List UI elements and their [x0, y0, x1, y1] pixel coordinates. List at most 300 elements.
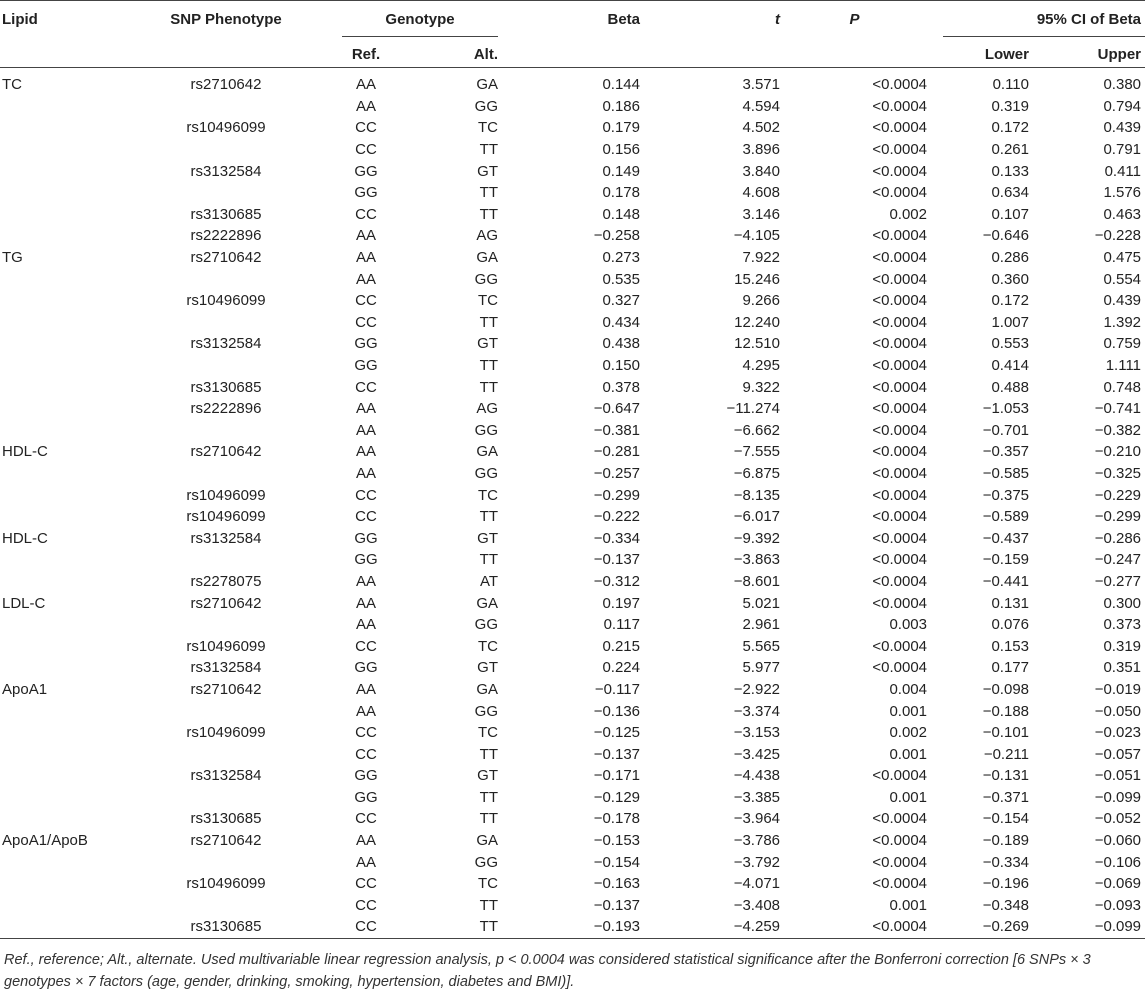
- cell-snp: rs10496099: [186, 292, 266, 310]
- cell-ref: CC: [355, 313, 377, 331]
- cell-ref: AA: [355, 832, 376, 850]
- cell-snp: rs2710642: [190, 832, 262, 850]
- cell-alt: TC: [478, 724, 498, 742]
- cell-ref: CC: [355, 810, 377, 828]
- cell-ref: CC: [355, 724, 377, 742]
- cell-t: 4.594: [742, 97, 780, 115]
- cell-t: −4.259: [640, 916, 780, 938]
- cell-lower: −0.334: [982, 853, 1029, 871]
- cell-lower: 0.172: [991, 292, 1029, 310]
- cell-alt: GG: [474, 616, 498, 634]
- cell-snp: [122, 268, 330, 290]
- cell-lower: −0.375: [982, 486, 1029, 504]
- cell-p: <0.0004: [872, 97, 927, 115]
- cell-t: −8.601: [733, 572, 780, 590]
- cell-alt: GG: [474, 421, 498, 439]
- cell-upper: 0.300: [1103, 594, 1142, 612]
- cell-upper: −0.325: [1094, 464, 1142, 482]
- cell-alt: GG: [474, 853, 498, 871]
- cell-beta: 0.150: [602, 357, 640, 375]
- cell-upper: −0.099: [1031, 916, 1145, 938]
- cell-lower: 0.172: [991, 119, 1029, 137]
- table-row: [0, 527, 1145, 549]
- cell-lipid: [0, 787, 122, 809]
- cell-snp: rs3132584: [190, 335, 262, 353]
- cell-upper: −0.052: [1094, 810, 1142, 828]
- cell-lipid: TG: [2, 249, 23, 267]
- cell-lower: −0.371: [982, 788, 1029, 806]
- cell-beta: 0.186: [602, 97, 640, 115]
- table-row: [0, 312, 1145, 334]
- cell-ref: GG: [354, 335, 378, 353]
- cell-p: <0.0004: [872, 464, 927, 482]
- cell-p: <0.0004: [872, 572, 927, 590]
- table-row: [0, 549, 1145, 571]
- cell-p: <0.0004: [872, 853, 927, 871]
- cell-upper: −0.228: [1094, 227, 1142, 245]
- table-row: [0, 247, 1145, 269]
- cell-ref: GG: [354, 767, 378, 785]
- cell-lower: −0.211: [983, 745, 1029, 763]
- cell-ref: CC: [355, 896, 377, 914]
- cell-lipid: [0, 895, 122, 917]
- cell-snp: rs10496099: [186, 875, 266, 893]
- header-empty-1: [0, 41, 122, 68]
- cell-beta: −0.178: [593, 810, 640, 828]
- cell-upper: −0.286: [1094, 529, 1142, 547]
- cell-upper: −0.741: [1094, 400, 1142, 418]
- cell-upper: 0.748: [1103, 378, 1142, 396]
- cell-alt: GT: [477, 335, 498, 353]
- cell-alt: TT: [479, 357, 498, 375]
- cell-beta: 0.179: [602, 119, 640, 137]
- table-row: [0, 657, 1145, 679]
- cell-t: 5.977: [742, 659, 780, 677]
- cell-t: −4.105: [733, 227, 780, 245]
- cell-lower: 0.360: [991, 270, 1029, 288]
- cell-ref: AA: [355, 227, 376, 245]
- cell-lower: −0.348: [982, 896, 1029, 914]
- cell-alt: TT: [479, 810, 498, 828]
- cell-lower: 1.007: [991, 313, 1029, 331]
- table-row: [0, 506, 1145, 528]
- header-lipid: Lipid: [0, 1, 122, 42]
- cell-p: <0.0004: [872, 357, 927, 375]
- header-snp-phenotype: SNP Phenotype: [122, 1, 330, 42]
- cell-snp: rs3130685: [190, 810, 262, 828]
- cell-p: <0.0004: [780, 916, 929, 938]
- header-empty-5: [780, 41, 929, 68]
- cell-p: <0.0004: [872, 313, 927, 331]
- cell-alt: TT: [479, 378, 498, 396]
- table-row: [0, 873, 1145, 895]
- cell-beta: −0.117: [594, 680, 640, 698]
- cell-beta: −0.137: [593, 896, 640, 914]
- cell-lower: 0.261: [991, 141, 1029, 159]
- cell-t: 2.961: [742, 616, 780, 634]
- table-row: [0, 592, 1145, 614]
- cell-ref: CC: [355, 486, 377, 504]
- cell-lipid: [0, 225, 122, 247]
- cell-lipid: [0, 420, 122, 442]
- cell-lipid: [0, 700, 122, 722]
- cell-beta: −0.129: [593, 788, 640, 806]
- table-row: [0, 722, 1145, 744]
- cell-lower: 0.634: [991, 184, 1029, 202]
- cell-t: −4.438: [733, 767, 780, 785]
- cell-alt: TT: [479, 551, 498, 569]
- cell-p: <0.0004: [872, 249, 927, 267]
- table-row: [0, 916, 1145, 938]
- cell-t: −3.425: [733, 745, 780, 763]
- cell-upper: 0.554: [1103, 270, 1142, 288]
- cell-p: <0.0004: [872, 400, 927, 418]
- cell-alt: GA: [476, 443, 498, 461]
- cell-snp: rs3132584: [190, 659, 262, 677]
- table-row: [0, 182, 1145, 204]
- cell-beta: −0.171: [593, 767, 640, 785]
- cell-t: −3.786: [733, 832, 780, 850]
- table-row: [0, 139, 1145, 161]
- cell-t: −9.392: [733, 529, 780, 547]
- cell-lower: 0.319: [991, 97, 1029, 115]
- cell-t: −6.875: [733, 464, 780, 482]
- cell-lower: 0.286: [991, 249, 1029, 267]
- cell-t: −6.662: [733, 421, 780, 439]
- cell-t: −3.153: [733, 724, 780, 742]
- cell-lipid: [0, 333, 122, 355]
- cell-alt: TC: [478, 486, 498, 504]
- cell-alt: TC: [478, 292, 498, 310]
- cell-ref: AA: [355, 464, 376, 482]
- cell-alt: GA: [476, 76, 498, 94]
- cell-ref: CC: [355, 119, 377, 137]
- cell-lipid: [0, 398, 122, 420]
- cell-snp: [122, 700, 330, 722]
- cell-ref: AA: [355, 97, 376, 115]
- header-empty-3: [500, 41, 640, 68]
- table-row: [0, 787, 1145, 809]
- table-row: [0, 160, 1145, 182]
- cell-lipid: [0, 765, 122, 787]
- cell-beta: 0.535: [602, 270, 640, 288]
- cell-p: <0.0004: [872, 551, 927, 569]
- cell-t: 9.266: [742, 292, 780, 310]
- cell-lipid: [0, 851, 122, 873]
- header-upper: Upper: [1031, 41, 1145, 68]
- table-row: [0, 635, 1145, 657]
- cell-lower: −1.053: [982, 400, 1029, 418]
- cell-p: <0.0004: [872, 421, 927, 439]
- cell-lower: −0.646: [982, 227, 1029, 245]
- cell-ref: GG: [354, 162, 378, 180]
- header-ci: [929, 1, 1145, 42]
- cell-beta: −0.163: [593, 875, 640, 893]
- cell-alt: TT: [479, 508, 498, 526]
- cell-alt: TT: [479, 205, 498, 223]
- cell-t: 3.146: [742, 205, 780, 223]
- cell-lipid: [0, 312, 122, 334]
- cell-lipid: [0, 160, 122, 182]
- cell-beta: −0.334: [593, 529, 640, 547]
- cell-alt: TT: [479, 184, 498, 202]
- cell-ref: GG: [354, 357, 378, 375]
- cell-snp: rs2710642: [190, 594, 262, 612]
- cell-lower: 0.553: [991, 335, 1029, 353]
- cell-alt: TC: [478, 875, 498, 893]
- cell-beta: 0.224: [602, 659, 640, 677]
- cell-lipid: [0, 808, 122, 830]
- cell-t: 3.571: [742, 76, 780, 94]
- cell-snp: rs2222896: [190, 227, 262, 245]
- cell-upper: −0.069: [1094, 875, 1142, 893]
- cell-p: 0.004: [889, 680, 927, 698]
- cell-beta: 0.156: [602, 141, 640, 159]
- cell-upper: −0.106: [1094, 853, 1142, 871]
- cell-beta: 0.273: [602, 249, 640, 267]
- cell-alt: GA: [476, 680, 498, 698]
- table-header: [0, 1, 1145, 68]
- cell-lower: 0.414: [991, 357, 1029, 375]
- cell-lower: −0.154: [982, 810, 1029, 828]
- cell-lipid: [0, 657, 122, 679]
- cell-p: 0.001: [889, 788, 927, 806]
- cell-upper: 0.759: [1103, 335, 1142, 353]
- cell-lower: −0.441: [982, 572, 1029, 590]
- cell-snp: [122, 895, 330, 917]
- cell-ref: CC: [355, 205, 377, 223]
- cell-lower: −0.701: [982, 421, 1029, 439]
- table-row: [0, 571, 1145, 593]
- cell-alt: GG: [474, 97, 498, 115]
- table-row: [0, 895, 1145, 917]
- cell-p: 0.001: [889, 896, 927, 914]
- cell-snp: rs10496099: [186, 637, 266, 655]
- cell-ref: GG: [354, 788, 378, 806]
- cell-t: −7.555: [733, 443, 780, 461]
- table-row: [0, 117, 1145, 139]
- cell-p: 0.001: [889, 745, 927, 763]
- cell-snp: [122, 463, 330, 485]
- table-row: [0, 68, 1145, 96]
- cell-lipid: [0, 376, 122, 398]
- cell-upper: 0.794: [1103, 97, 1142, 115]
- cell-lower: −0.357: [982, 443, 1029, 461]
- cell-snp: [122, 182, 330, 204]
- cell-upper: 0.373: [1103, 616, 1142, 634]
- cell-ref: GG: [354, 659, 378, 677]
- cell-alt: TT: [479, 313, 498, 331]
- table-row: [0, 268, 1145, 290]
- cell-ref: AA: [355, 680, 376, 698]
- cell-beta: −0.193: [500, 916, 640, 938]
- cell-t: 12.510: [734, 335, 780, 353]
- cell-p: <0.0004: [872, 443, 927, 461]
- cell-snp: rs2278075: [190, 572, 262, 590]
- cell-lipid: [0, 614, 122, 636]
- table-row: [0, 204, 1145, 226]
- cell-ref: GG: [354, 184, 378, 202]
- cell-t: 15.246: [734, 270, 780, 288]
- cell-p: <0.0004: [872, 508, 927, 526]
- cell-snp: [122, 420, 330, 442]
- cell-ref: CC: [355, 508, 377, 526]
- cell-p: <0.0004: [872, 875, 927, 893]
- cell-lower: 0.076: [991, 616, 1029, 634]
- cell-t: −8.135: [733, 486, 780, 504]
- cell-ref: GG: [354, 529, 378, 547]
- cell-upper: 0.319: [1103, 637, 1142, 655]
- cell-alt: AG: [476, 227, 498, 245]
- cell-upper: −0.093: [1094, 896, 1142, 914]
- cell-lower: −0.196: [982, 875, 1029, 893]
- cell-lipid: TC: [2, 76, 22, 94]
- cell-p: <0.0004: [872, 141, 927, 159]
- cell-snp: [122, 743, 330, 765]
- cell-p: <0.0004: [872, 378, 927, 396]
- table-row: [0, 355, 1145, 377]
- cell-snp: [122, 549, 330, 571]
- cell-upper: 0.439: [1103, 292, 1142, 310]
- table-row: [0, 225, 1145, 247]
- cell-ref: AA: [355, 594, 376, 612]
- cell-lipid: [0, 549, 122, 571]
- table-row: [0, 851, 1145, 873]
- table-row: [0, 441, 1145, 463]
- cell-ref: CC: [355, 745, 377, 763]
- cell-beta: −0.136: [593, 702, 640, 720]
- cell-p: <0.0004: [872, 184, 927, 202]
- cell-beta: 0.117: [603, 616, 640, 634]
- cell-upper: 0.411: [1104, 162, 1142, 180]
- cell-ref: CC: [355, 378, 377, 396]
- cell-lipid: [0, 722, 122, 744]
- cell-lipid: [0, 204, 122, 226]
- cell-lower: 0.110: [992, 76, 1029, 94]
- cell-t: −3.863: [733, 551, 780, 569]
- cell-t: 5.565: [742, 637, 780, 655]
- cell-snp: rs10496099: [186, 119, 266, 137]
- cell-alt: TT: [479, 788, 498, 806]
- cell-upper: −0.382: [1094, 421, 1142, 439]
- table-row: [0, 743, 1145, 765]
- cell-beta: −0.299: [593, 486, 640, 504]
- cell-snp: rs3132584: [190, 767, 262, 785]
- cell-ref: AA: [355, 853, 376, 871]
- cell-snp: [122, 312, 330, 334]
- cell-lower: −0.188: [982, 702, 1029, 720]
- cell-upper: 1.576: [1103, 184, 1142, 202]
- cell-alt: TT: [479, 141, 498, 159]
- table-row: [0, 808, 1145, 830]
- cell-ref: CC: [355, 637, 377, 655]
- cell-ref: AA: [355, 572, 376, 590]
- table-row: [0, 398, 1145, 420]
- cell-p: <0.0004: [872, 767, 927, 785]
- cell-upper: −0.050: [1094, 702, 1142, 720]
- header-ci-label: 95% CI of Beta: [943, 11, 1145, 37]
- header-genotype: [330, 1, 500, 42]
- cell-t: −6.017: [733, 508, 780, 526]
- cell-upper: 1.111: [1105, 357, 1142, 375]
- cell-snp: rs2222896: [190, 400, 262, 418]
- cell-t: −3.408: [733, 896, 780, 914]
- cell-alt: GT: [477, 162, 498, 180]
- cell-lipid: [0, 182, 122, 204]
- cell-alt: GA: [476, 249, 498, 267]
- cell-p: <0.0004: [872, 270, 927, 288]
- cell-lipid: [0, 571, 122, 593]
- cell-lipid: HDL-C: [2, 443, 48, 461]
- cell-upper: 0.463: [1103, 205, 1142, 223]
- cell-snp: [122, 787, 330, 809]
- cell-alt: GG: [474, 270, 498, 288]
- cell-upper: −0.057: [1094, 745, 1142, 763]
- table-footnote: Ref., reference; Alt., alternate. Used multivariable linear regression analysis, p < 0.0004 was considered statistical significance after the Bonferroni correction [6 SNPs × 3 genotypes × 7 factors (age, gender, drinking, smoking, hypertension, diabetes and BMI)].: [4, 951, 1091, 990]
- cell-t: −2.922: [733, 680, 780, 698]
- table-row: [0, 614, 1145, 636]
- cell-lipid: [0, 635, 122, 657]
- table-row: [0, 484, 1145, 506]
- cell-upper: −0.247: [1094, 551, 1142, 569]
- cell-ref: AA: [355, 702, 376, 720]
- cell-p: <0.0004: [872, 832, 927, 850]
- cell-beta: 0.438: [602, 335, 640, 353]
- cell-beta: 0.197: [602, 594, 640, 612]
- cell-alt: TT: [402, 916, 500, 938]
- cell-upper: 0.380: [1103, 76, 1142, 94]
- cell-upper: −0.023: [1094, 724, 1142, 742]
- cell-snp: [122, 139, 330, 161]
- cell-beta: −0.647: [593, 400, 640, 418]
- cell-ref: AA: [355, 400, 376, 418]
- cell-alt: GA: [476, 832, 498, 850]
- cell-lower: −0.101: [982, 724, 1029, 742]
- header-genotype-label: Genotype: [342, 11, 498, 37]
- cell-t: −3.374: [733, 702, 780, 720]
- cell-lipid: [0, 743, 122, 765]
- cell-ref: AA: [355, 421, 376, 439]
- table-row: [0, 463, 1145, 485]
- cell-beta: −0.137: [593, 551, 640, 569]
- cell-lower: 0.131: [991, 594, 1029, 612]
- header-empty-2: [122, 41, 330, 68]
- table-body: [0, 68, 1145, 939]
- cell-p: <0.0004: [872, 529, 927, 547]
- table-row: [0, 765, 1145, 787]
- cell-ref: AA: [355, 270, 376, 288]
- cell-beta: −0.312: [593, 572, 640, 590]
- cell-t: −3.792: [733, 853, 780, 871]
- cell-upper: −0.277: [1094, 572, 1142, 590]
- header-t: t: [640, 1, 780, 42]
- cell-ref: AA: [355, 249, 376, 267]
- header-beta: Beta: [500, 1, 640, 42]
- cell-beta: 0.149: [602, 162, 640, 180]
- cell-p: <0.0004: [872, 637, 927, 655]
- cell-ref: GG: [354, 551, 378, 569]
- cell-t: 7.922: [742, 249, 780, 267]
- cell-lower: −0.131: [982, 767, 1029, 785]
- cell-lower: 0.177: [991, 659, 1029, 677]
- cell-snp: rs2710642: [190, 76, 262, 94]
- cell-p: <0.0004: [872, 76, 927, 94]
- cell-snp: rs2710642: [190, 680, 262, 698]
- cell-t: 9.322: [742, 378, 780, 396]
- header-p: P: [780, 1, 929, 42]
- cell-lipid: [0, 96, 122, 118]
- cell-beta: −0.258: [593, 227, 640, 245]
